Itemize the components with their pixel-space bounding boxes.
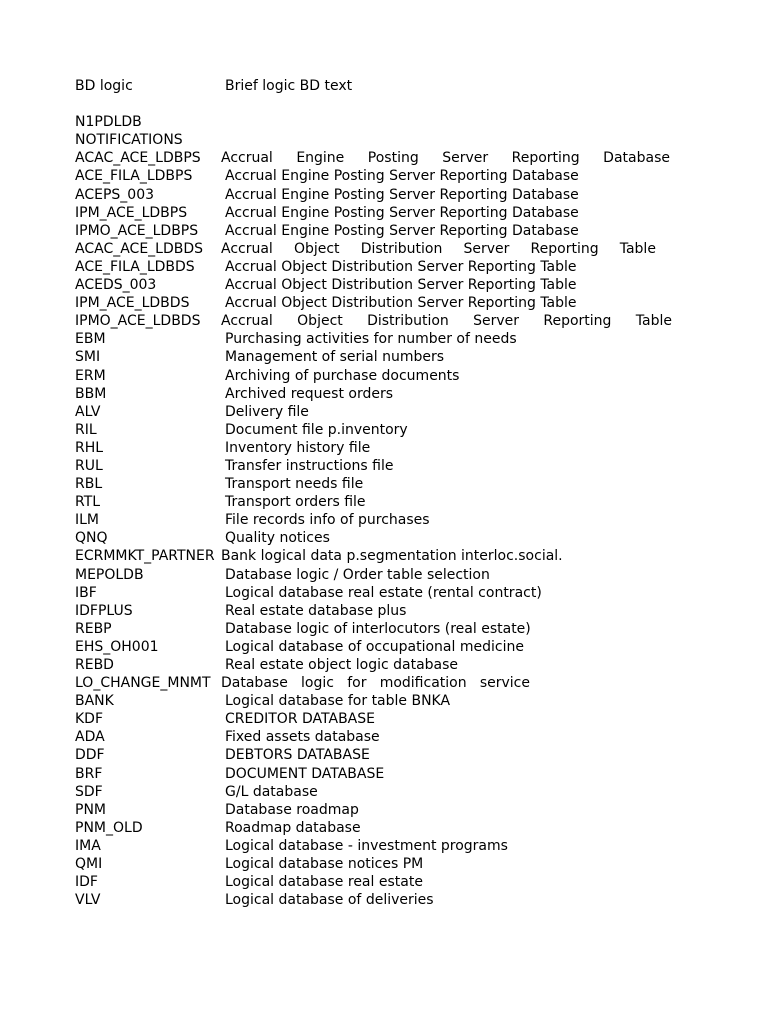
row-description-word: Distribution — [360, 240, 443, 257]
table-row — [75, 783, 675, 801]
table-row — [75, 258, 675, 276]
row-description: Quality notices — [225, 530, 330, 547]
row-description: Logical database of deliveries — [225, 892, 434, 909]
table-row — [75, 529, 675, 547]
row-description: Transfer instructions file — [225, 457, 394, 474]
row-description-word: Database — [221, 675, 288, 692]
row-description-word: Accrual — [221, 150, 273, 167]
row-description: G/L database — [225, 783, 318, 800]
row-code: RIL — [75, 421, 97, 438]
row-code: QMI — [75, 856, 103, 873]
row-description: Accrual Object Distribution Server Reporting Table — [225, 258, 577, 275]
table-row — [75, 547, 675, 565]
row-description: Accrual Engine Posting Server Reporting Database — [225, 168, 579, 185]
row-code: RBL — [75, 476, 103, 493]
table-row — [75, 746, 675, 764]
table-row — [75, 584, 675, 602]
row-code: NOTIFICATIONS — [75, 132, 183, 149]
table-row — [75, 385, 675, 403]
row-description-word: Reporting — [543, 313, 612, 330]
row-code: IDF — [75, 874, 98, 891]
header-code-label: BD logic — [75, 78, 133, 94]
table-row — [75, 294, 675, 312]
row-description-word: Distribution — [367, 313, 449, 330]
row-description: Real estate database plus — [225, 602, 407, 619]
row-code: MEPOLDB — [75, 566, 144, 583]
table-row — [75, 439, 675, 457]
row-code: ERM — [75, 367, 106, 384]
row-code: VLV — [75, 892, 101, 909]
row-description — [221, 312, 672, 330]
row-description: File records info of purchases — [225, 512, 430, 529]
row-description-word: Posting — [367, 150, 419, 167]
table-row — [75, 475, 675, 493]
row-description: Document file p.inventory — [225, 421, 408, 438]
row-code: DDF — [75, 747, 105, 764]
row-code: ACEDS_003 — [75, 277, 157, 294]
table-row — [75, 113, 675, 131]
row-description-word: Reporting — [511, 150, 580, 167]
table-row — [75, 710, 675, 728]
row-description-word: Database — [603, 150, 670, 167]
row-code: KDF — [75, 711, 104, 728]
table-row — [75, 421, 675, 439]
table-row — [75, 149, 675, 167]
header-desc-label: Brief logic BD text — [225, 78, 353, 94]
row-description — [221, 149, 670, 167]
row-code: ECRMMKT_PARTNER — [75, 548, 215, 565]
row-code: RHL — [75, 439, 104, 456]
row-description: Database logic / Order table selection — [225, 566, 490, 583]
row-description-word: Engine — [296, 150, 345, 167]
row-code: ILM — [75, 512, 100, 529]
row-code: PNM_OLD — [75, 819, 143, 836]
row-code: BRF — [75, 765, 103, 782]
table-row — [75, 457, 675, 475]
row-code: ACE_FILA_LDBPS — [75, 168, 193, 185]
rows-container — [75, 113, 675, 909]
row-description: DEBTORS DATABASE — [225, 747, 370, 764]
row-code: QNQ — [75, 530, 108, 547]
row-description: Accrual Object Distribution Server Reporting Table — [225, 295, 577, 312]
row-code: IMA — [75, 837, 101, 854]
row-description: Logical database real estate (rental contract) — [225, 584, 542, 601]
row-description: Logical database notices PM — [225, 856, 424, 873]
row-description: Fixed assets database — [225, 729, 380, 746]
table-row — [75, 656, 675, 674]
row-description: Roadmap database — [225, 819, 361, 836]
row-code: EBM — [75, 331, 106, 348]
table-row — [75, 602, 675, 620]
row-description-word: Server — [473, 313, 520, 330]
row-description: CREDITOR DATABASE — [225, 711, 375, 728]
row-code: IPMO_ACE_LDBPS — [75, 222, 199, 239]
row-code: BBM — [75, 385, 107, 402]
table-row — [75, 765, 675, 783]
row-description: Transport orders file — [225, 494, 366, 511]
table-row — [75, 240, 675, 258]
row-description-word: Server — [463, 240, 510, 257]
table-row — [75, 855, 675, 873]
row-code: REBD — [75, 657, 114, 673]
table-row — [75, 692, 675, 710]
row-description-word: Accrual — [221, 240, 273, 257]
table-row — [75, 674, 675, 692]
row-description-word: Table — [619, 240, 656, 257]
row-description-word: logic — [301, 675, 334, 692]
row-description: Accrual Object Distribution Server Reporting Table — [225, 277, 577, 294]
row-code: PNM — [75, 801, 106, 818]
row-description-word: Accrual — [221, 313, 273, 330]
logical-database-list — [75, 77, 675, 909]
row-description-word: Server — [442, 150, 489, 167]
row-code: ALV — [75, 403, 101, 420]
table-row — [75, 403, 675, 421]
row-code: ACEPS_003 — [75, 186, 155, 203]
row-code: RUL — [75, 457, 103, 474]
table-row — [75, 276, 675, 294]
table-row — [75, 493, 675, 511]
table-row — [75, 620, 675, 638]
row-description-word: service — [479, 675, 530, 692]
row-code: IPMO_ACE_LDBDS — [75, 313, 201, 330]
row-description: Transport needs file — [225, 476, 364, 493]
table-row — [75, 873, 675, 891]
row-code: ACE_FILA_LDBDS — [75, 258, 195, 275]
row-description-word: Table — [635, 313, 672, 330]
row-code: RTL — [75, 494, 101, 511]
table-row — [75, 511, 675, 529]
row-code: ACAC_ACE_LDBPS — [75, 150, 201, 167]
table-row — [75, 728, 675, 746]
row-description: Inventory history file — [225, 439, 371, 456]
row-code: IDFPLUS — [75, 602, 133, 619]
row-description: Bank logical data p.segmentation interloc.social. — [221, 548, 563, 565]
row-code: IPM_ACE_LDBDS — [75, 295, 190, 312]
table-row — [75, 222, 675, 240]
table-row — [75, 131, 675, 149]
row-description: DOCUMENT DATABASE — [225, 765, 385, 782]
row-description-word: for — [347, 675, 367, 692]
row-description — [221, 674, 530, 692]
row-description: Purchasing activities for number of needs — [225, 331, 517, 348]
row-code: LO_CHANGE_MNMT — [75, 675, 211, 692]
table-row — [75, 204, 675, 222]
row-code: IBF — [75, 584, 97, 601]
table-row — [75, 566, 675, 584]
row-description — [221, 240, 656, 258]
row-description: Accrual Engine Posting Server Reporting Database — [225, 186, 579, 203]
row-description-word: Object — [293, 240, 340, 257]
table-row — [75, 186, 675, 204]
row-code: REBP — [75, 620, 112, 637]
table-row — [75, 801, 675, 819]
row-description: Logical database of occupational medicine — [225, 638, 524, 655]
row-code: EHS_OH001 — [75, 638, 159, 655]
row-description-word: Object — [297, 313, 343, 330]
row-code: SMI — [75, 349, 101, 366]
row-description: Logical database - investment programs — [225, 837, 508, 854]
row-code: IPM_ACE_LDBPS — [75, 204, 188, 221]
table-row — [75, 638, 675, 656]
table-row — [75, 348, 675, 366]
row-description: Real estate object logic database — [225, 657, 459, 673]
row-description: Archiving of purchase documents — [225, 367, 460, 384]
row-code: ADA — [75, 729, 105, 746]
table-row — [75, 167, 675, 185]
row-description: Archived request orders — [225, 385, 394, 402]
table-row — [75, 330, 675, 348]
table-row — [75, 367, 675, 385]
row-description-word: modification — [379, 675, 467, 692]
row-code: ACAC_ACE_LDBDS — [75, 240, 204, 257]
row-description: Logical database for table BNKA — [225, 693, 451, 710]
row-description: Database logic of interlocutors (real estate) — [225, 620, 531, 637]
row-description: Delivery file — [225, 403, 309, 420]
row-description: Accrual Engine Posting Server Reporting Database — [225, 204, 579, 221]
table-row — [75, 312, 675, 330]
table-row — [75, 837, 675, 855]
row-description: Logical database real estate — [225, 874, 423, 891]
row-code: BANK — [75, 693, 114, 710]
table-row — [75, 891, 675, 909]
row-description-word: Reporting — [530, 240, 599, 257]
row-code: N1PDLDB — [75, 114, 142, 131]
header-row — [75, 77, 675, 95]
row-code: SDF — [75, 783, 103, 800]
row-description: Accrual Engine Posting Server Reporting Database — [225, 222, 579, 239]
row-description: Management of serial numbers — [225, 349, 445, 366]
row-description: Database roadmap — [225, 801, 359, 818]
table-row — [75, 819, 675, 837]
